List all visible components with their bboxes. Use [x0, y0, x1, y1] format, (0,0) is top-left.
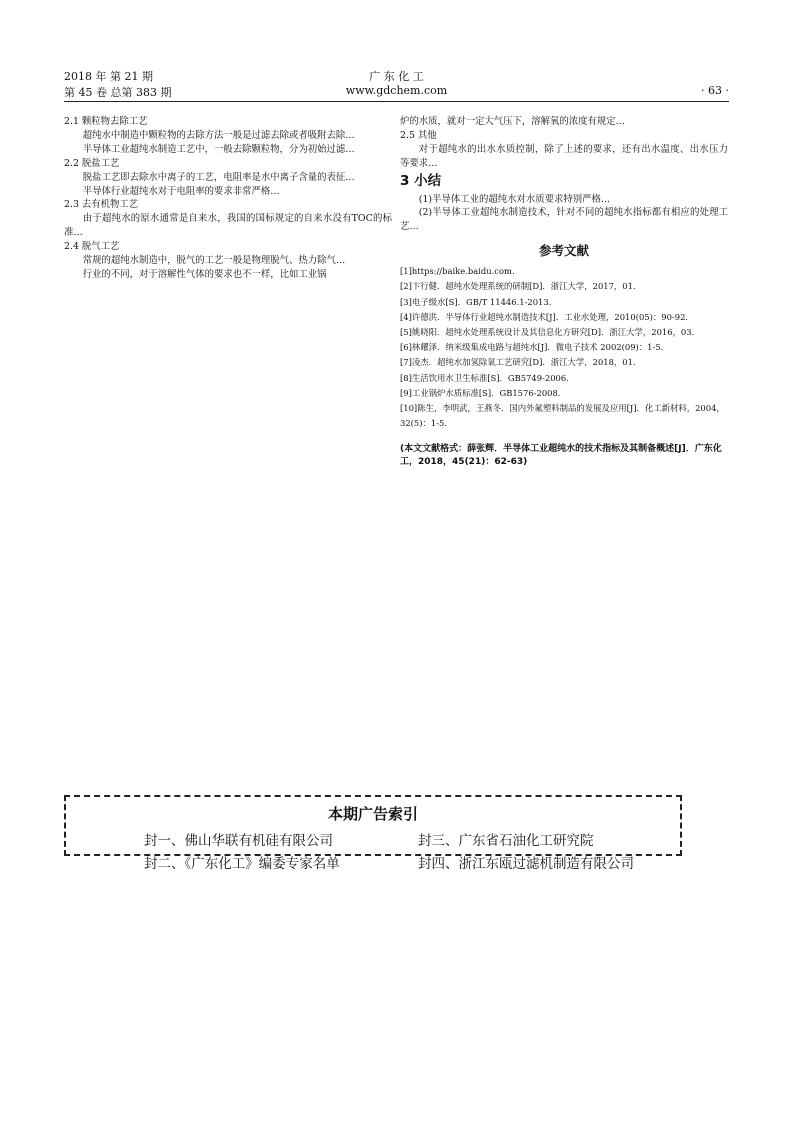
reference-item: [8]生活饮用水卫生标准[S]．GB5749-2006．	[400, 372, 575, 383]
year-issue: 2018 年 第 21 期	[64, 70, 153, 83]
reference-item: [5]姚晓阳．超纯水处理系统设计及其信息化方研究[D]．浙江大学，2016，03．	[400, 326, 700, 337]
running-header-top	[64, 68, 729, 82]
ad-index-title: 本期广告索引	[327, 805, 418, 823]
reference-item: [10]陈生，李明武，王燕冬．国内外氟塑料制品的发展及应用[J]．化工新材料，2004，32(5)：1-5．	[400, 402, 725, 429]
references-heading: 参考文献	[538, 243, 589, 259]
section-heading-3: 3 小结	[400, 172, 442, 189]
left-column	[64, 115, 392, 282]
paragraph: 脱盐工艺即去除水中离子的工艺，电阻率是水中离子含量的表征…	[82, 171, 355, 183]
right-column	[400, 115, 728, 469]
section-heading-2-3: 2.3 去有机物工艺	[64, 199, 139, 211]
paragraph: 常规的超纯水制造中，脱气的工艺一般是物理脱气、热力除气…	[82, 255, 346, 267]
ad-index-item: 封一、佛山华联有机硅有限公司	[144, 833, 333, 849]
paragraph: 半导体行业超纯水对于电阻率的要求非常严格…	[82, 185, 280, 197]
reference-item: [6]林耀泽．纳米级集成电路与超纯水[J]．微电子技术 2002(09)：1-5．	[400, 342, 670, 353]
citation-format: (本文文献格式：薛张辉．半导体工业超纯水的技术指标及其制备概述[J]．广东化工，2018，45(21)：62-63)	[400, 444, 722, 468]
paragraph: (2)半导体工业超纯水制造技术，针对不同的超纯水指标都有相应的处理工艺…	[400, 207, 728, 233]
ad-index-item: 封二、《广东化工》编委专家名单	[144, 856, 340, 872]
ad-index-item: 封四、浙江东瓯过滤机制造有限公司	[418, 856, 634, 872]
paragraph: (1)半导体工业的超纯水对水质要求特别严格…	[418, 193, 611, 205]
paragraph: 超纯水中制造中颗粒物的去除方法一般是过滤去除或者吸附去除…	[82, 129, 355, 141]
section-heading-2-1: 2.1 颗粒物去除工艺	[64, 116, 148, 127]
reference-item: [7]凌杰．超纯水加氢除氧工艺研究[D]．浙江大学，2018，01．	[400, 357, 642, 368]
paragraph: 由于超纯水的原水通常是自来水，我国的国标规定的自来水没有TOC的标准…	[64, 213, 392, 239]
section-heading-2-2: 2.2 脱盐工艺	[64, 157, 120, 169]
paragraph: 半导体工业超纯水制造工艺中，一般去除颗粒物，分为初始过滤…	[82, 143, 355, 155]
ad-index-box	[64, 795, 682, 872]
reference-item: [2]卞行健．超纯水处理系统的研制[D]．浙江大学，2017，01．	[400, 281, 642, 292]
running-header-bottom	[64, 84, 729, 98]
section-heading-2-5: 2.5 其他	[400, 129, 437, 141]
section-heading-2-4: 2.4 脱气工艺	[64, 241, 120, 253]
paragraph: 行业的不同，对于溶解性气体的要求也不一样，比如工业锅	[82, 268, 327, 280]
reference-item: [9]工业锅炉水质标准[S]．GB1576-2008．	[400, 387, 567, 398]
reference-item[interactable]: [1]https://baike.baidu.com.	[400, 266, 515, 277]
journal-name: 广 东 化 工	[369, 70, 424, 83]
ad-index-item: 封三、广东省石油化工研究院	[418, 833, 594, 849]
reference-item: [4]许德洪．半导体行业超纯水制造技术[J]．工业水处理，2010(05)：90-92．	[400, 311, 694, 322]
reference-list	[400, 264, 728, 431]
paragraph: 对于超纯水的出水水质控制，除了上述的要求，还有出水温度、出水压力等要求…	[400, 143, 728, 169]
reference-item: [3]电子级水[S]．GB/T 11446.1-2013．	[400, 296, 558, 307]
website-link[interactable]: www.gdchem.com	[345, 84, 448, 97]
volume-info: 第 45 卷 总第 383 期	[64, 86, 172, 99]
header-rule	[64, 101, 729, 102]
page-number: · 63 ·	[701, 84, 729, 97]
paragraph-continued: 炉的水质，就对一定大气压下，溶解氧的浓度有规定…	[400, 116, 626, 127]
